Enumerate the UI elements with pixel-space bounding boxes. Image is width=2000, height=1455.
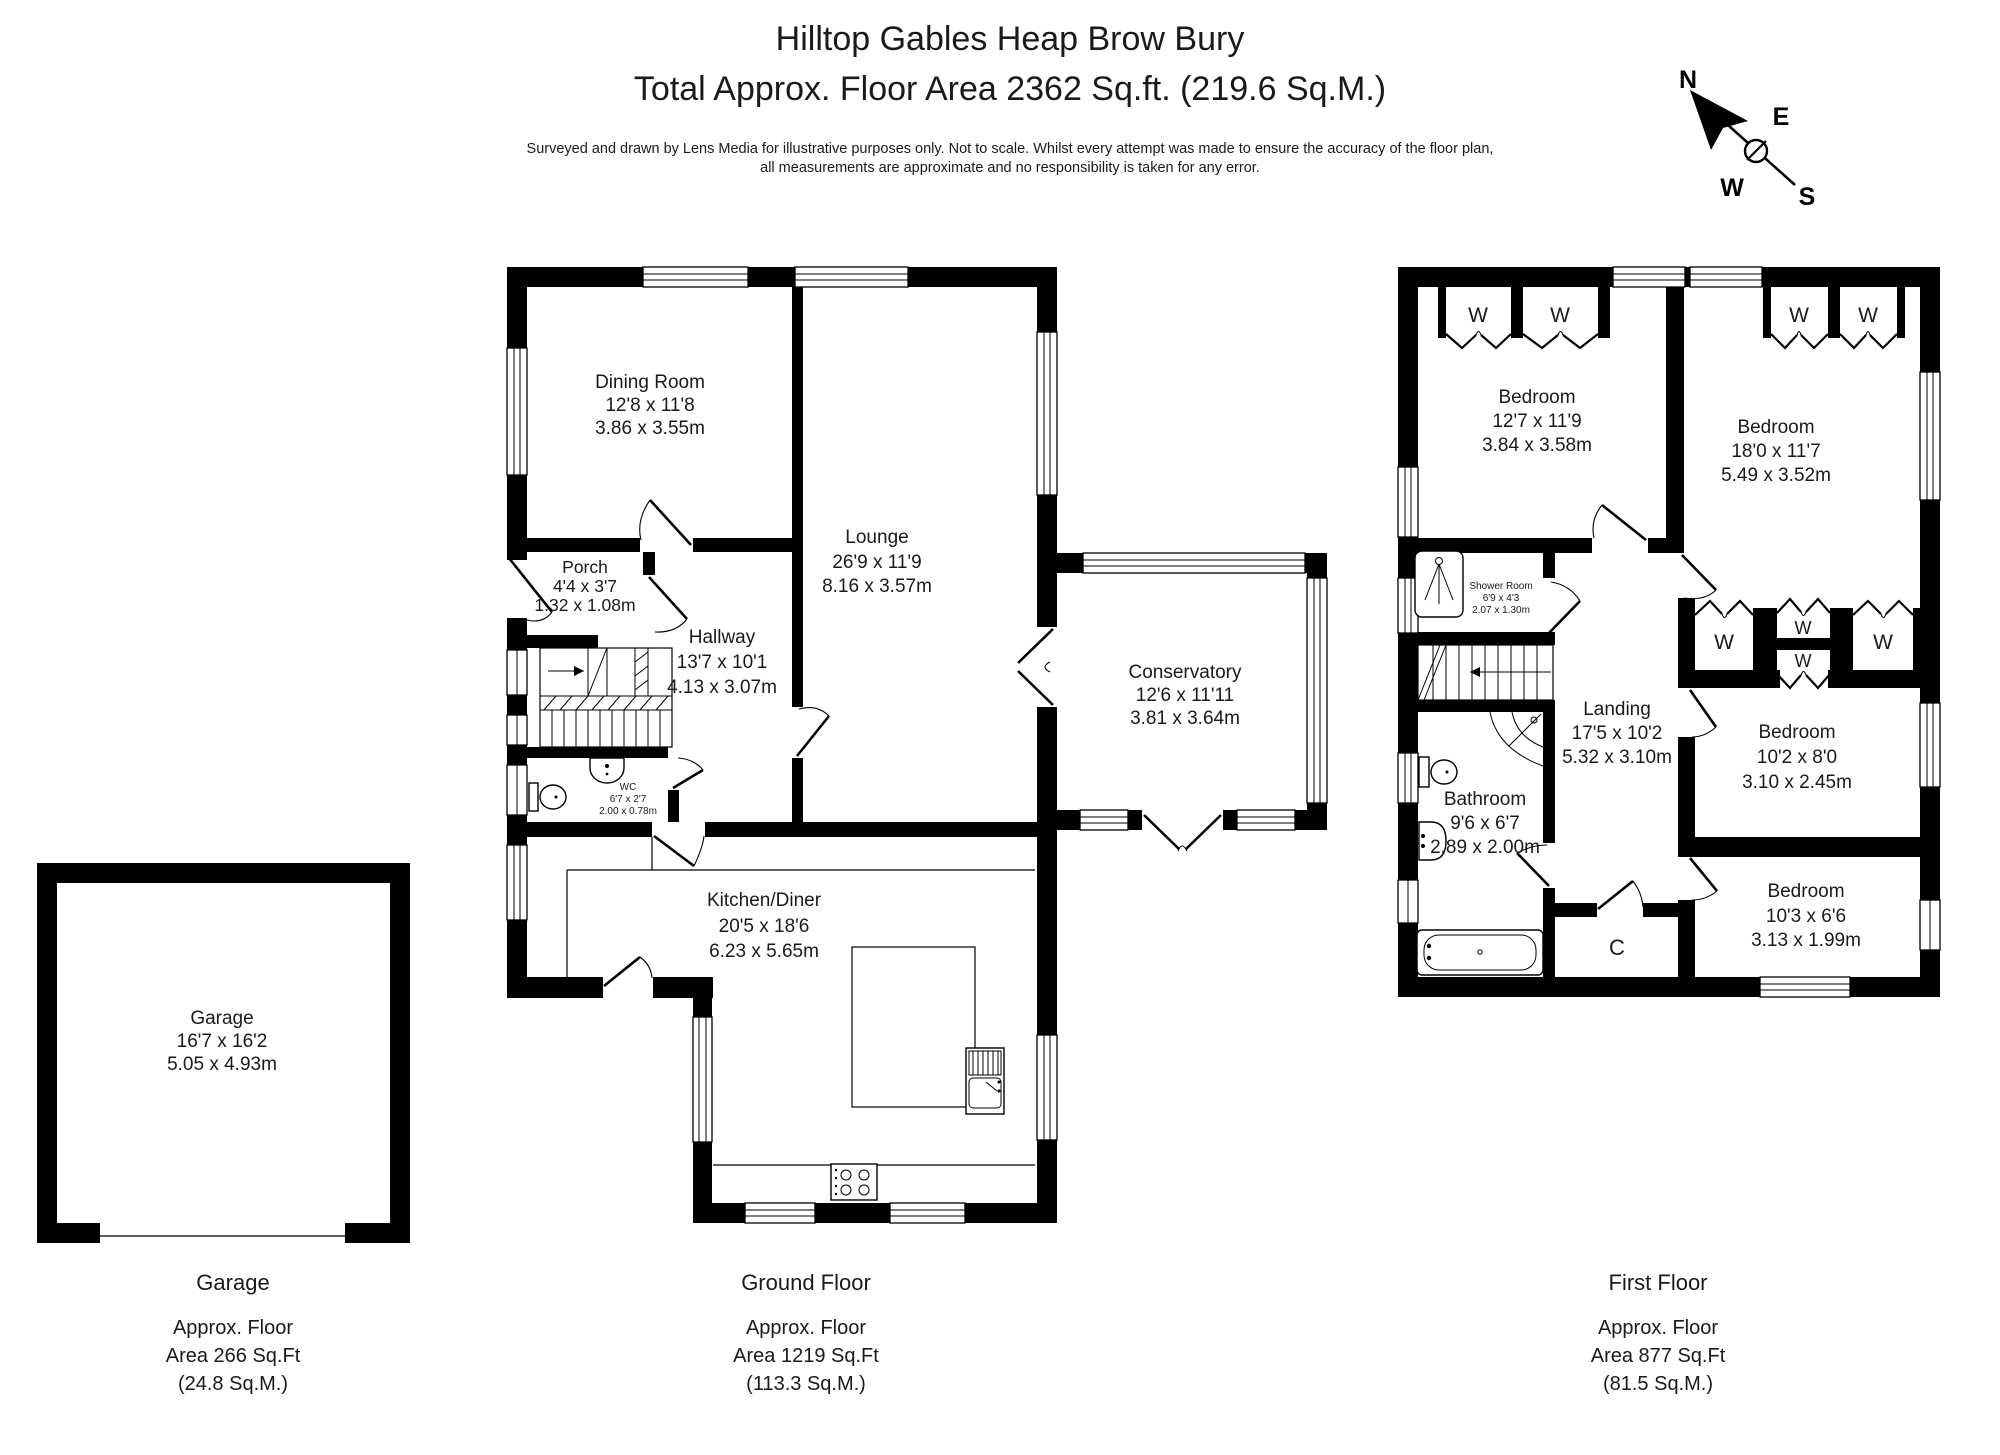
disclaimer-line-2: all measurements are approximate and no responsibility is taken for any error.: [760, 160, 1260, 176]
corner-shower-icon: [1490, 712, 1543, 766]
dims-metric: 4.13 x 3.07m: [667, 677, 777, 698]
staircase-first: [1418, 645, 1553, 700]
wardrobe-label: W: [1714, 631, 1734, 654]
room-name: Bathroom: [1443, 789, 1527, 810]
header: [527, 20, 1494, 176]
wardrobe-label: W: [1789, 304, 1809, 327]
room-label-hallway: [667, 627, 777, 698]
room-label-kitchen: [707, 890, 822, 962]
dims-imperial: 13'7 x 10'1: [676, 652, 768, 673]
kitchen-sink-icon: [966, 1048, 1004, 1114]
caption-line3: (113.3 Sq.M.): [746, 1373, 866, 1395]
compass-west-label: W: [1720, 174, 1744, 202]
dims-metric: 1.32 x 1.08m: [534, 595, 636, 615]
staircase-ground: [540, 648, 672, 747]
dims-imperial: 12'6 x 11'11: [1135, 685, 1235, 706]
room-label-bedroom3: [1742, 722, 1852, 793]
wardrobe-label: W: [1468, 304, 1488, 327]
room-label-bedroom2: [1721, 417, 1831, 486]
sink-icon-wc: [590, 758, 624, 783]
dims-imperial: 4'4 x 3'7: [552, 576, 618, 596]
room-name: Bedroom: [1767, 881, 1845, 902]
dims-metric: 5.05 x 4.93m: [167, 1054, 277, 1075]
room-name: Shower Room: [1469, 581, 1533, 592]
dims-imperial: 20'5 x 18'6: [718, 916, 810, 937]
dims-imperial: 12'7 x 11'9: [1492, 411, 1582, 432]
dims-metric: 2.00 x 0.78m: [599, 806, 657, 817]
caption-line1: Approx. Floor: [1597, 1317, 1719, 1339]
dims-metric: 6.23 x 5.65m: [709, 941, 819, 962]
room-name: Dining Room: [595, 372, 705, 393]
caption-ground-floor: [733, 1270, 879, 1395]
garage-walls: [37, 863, 410, 1243]
room-label-wc: [599, 782, 657, 817]
room-label-bathroom: [1430, 789, 1540, 858]
garage-plan: [37, 863, 410, 1243]
hob-icon: [831, 1164, 877, 1200]
dims-imperial: 9'6 x 6'7: [1450, 813, 1520, 834]
dims-metric: 2.89 x 2.00m: [1430, 837, 1540, 858]
caption-garage: [166, 1270, 301, 1395]
dims-imperial: 16'7 x 16'2: [176, 1031, 268, 1052]
room-name: Bedroom: [1737, 417, 1815, 438]
dims-metric: 5.49 x 3.52m: [1721, 465, 1831, 486]
first-floor-plan: [1398, 267, 1940, 997]
caption-title: Garage: [196, 1270, 270, 1295]
kitchen-counters: [567, 837, 1035, 1165]
dims-imperial: 6'9 x 4'3: [1482, 593, 1520, 604]
dims-metric: 3.10 x 2.45m: [1742, 772, 1852, 793]
compass-south-label: S: [1798, 183, 1816, 211]
room-label-garage: [167, 1008, 277, 1075]
wardrobe-label: W: [1550, 304, 1570, 327]
dims-imperial: 12'8 x 11'8: [605, 395, 695, 416]
dims-imperial: 10'3 x 6'6: [1765, 906, 1847, 927]
disclaimer-line-1: Surveyed and drawn by Lens Media for illustrative purposes only. Not to scale. Whilst every attempt was made to ensure the accuracy of the floor plan,: [526, 141, 1494, 157]
caption-line3: (24.8 Sq.M.): [177, 1373, 289, 1395]
room-name: Lounge: [845, 527, 909, 548]
room-label-dining: [595, 372, 705, 439]
dims-metric: 3.86 x 3.55m: [595, 418, 705, 439]
dims-imperial: 17'5 x 10'2: [1571, 723, 1663, 744]
room-label-landing: [1562, 699, 1672, 768]
compass-north-label: N: [1678, 66, 1698, 94]
dims-metric: 3.84 x 3.58m: [1482, 435, 1592, 456]
room-name: Porch: [562, 557, 608, 577]
caption-first-floor: [1591, 1270, 1726, 1395]
compass-north-arrow-icon: [1690, 90, 1748, 150]
room-name: Bedroom: [1498, 387, 1576, 408]
dims-metric: 2.07 x 1.30m: [1472, 605, 1530, 616]
stairs-direction-arrow-icon: [574, 666, 584, 676]
caption-line2: Area 266 Sq.Ft: [165, 1345, 301, 1367]
island-counter: [852, 947, 975, 1107]
dims-imperial: 18'0 x 11'7: [1731, 441, 1821, 462]
room-name: Hallway: [688, 627, 756, 648]
room-label-porch: [534, 557, 635, 615]
room-label-shower-room: [1469, 581, 1532, 616]
room-name: Conservatory: [1128, 662, 1242, 683]
wardrobe-label: W: [1794, 651, 1812, 671]
room-label-conservatory: [1129, 662, 1242, 729]
dims-metric: 3.81 x 3.64m: [1130, 708, 1240, 729]
compass-east-label: E: [1772, 103, 1790, 131]
dims-imperial: 6'7 x 2'7: [609, 794, 647, 805]
room-label-lounge: [822, 527, 932, 597]
caption-line1: Approx. Floor: [745, 1317, 867, 1339]
dims-metric: 5.32 x 3.10m: [1562, 747, 1672, 768]
first-floor-walls: [1398, 267, 1940, 997]
dims-imperial: 26'9 x 11'9: [832, 552, 922, 573]
wardrobe-label: W: [1794, 618, 1812, 638]
caption-line1: Approx. Floor: [172, 1317, 294, 1339]
dims-metric: 3.13 x 1.99m: [1751, 930, 1861, 951]
room-name: Garage: [190, 1008, 254, 1029]
caption-line2: Area 1219 Sq.Ft: [733, 1345, 879, 1367]
ground-floor-plan: [507, 267, 1327, 1223]
dims-metric: 8.16 x 3.57m: [822, 576, 932, 597]
toilet-icon-bathroom: [1419, 757, 1457, 787]
room-name: WC: [619, 782, 637, 793]
room-name: Bedroom: [1758, 722, 1836, 743]
page-subtitle: Total Approx. Floor Area 2362 Sq.ft. (219.6 Sq.M.): [633, 70, 1387, 108]
caption-line3: (81.5 Sq.M.): [1602, 1373, 1714, 1395]
shower-tray-icon: [1415, 551, 1463, 617]
wardrobe-label: W: [1858, 304, 1878, 327]
room-name: Landing: [1583, 699, 1651, 720]
page-title: Hilltop Gables Heap Brow Bury: [775, 20, 1245, 58]
caption-line2: Area 877 Sq.Ft: [1590, 1345, 1726, 1367]
caption-title: First Floor: [1608, 1270, 1708, 1295]
room-label-bedroom1: [1482, 387, 1592, 456]
compass-rose: [1679, 66, 1815, 211]
room-label-bedroom4: [1751, 881, 1861, 951]
cupboard-label: C: [1609, 935, 1625, 960]
caption-title: Ground Floor: [741, 1270, 871, 1295]
dims-imperial: 10'2 x 8'0: [1756, 747, 1838, 768]
bath-icon: [1417, 930, 1543, 975]
wardrobe-label: W: [1873, 631, 1893, 654]
toilet-icon-wc: [529, 783, 566, 811]
room-name: Kitchen/Diner: [706, 890, 822, 911]
